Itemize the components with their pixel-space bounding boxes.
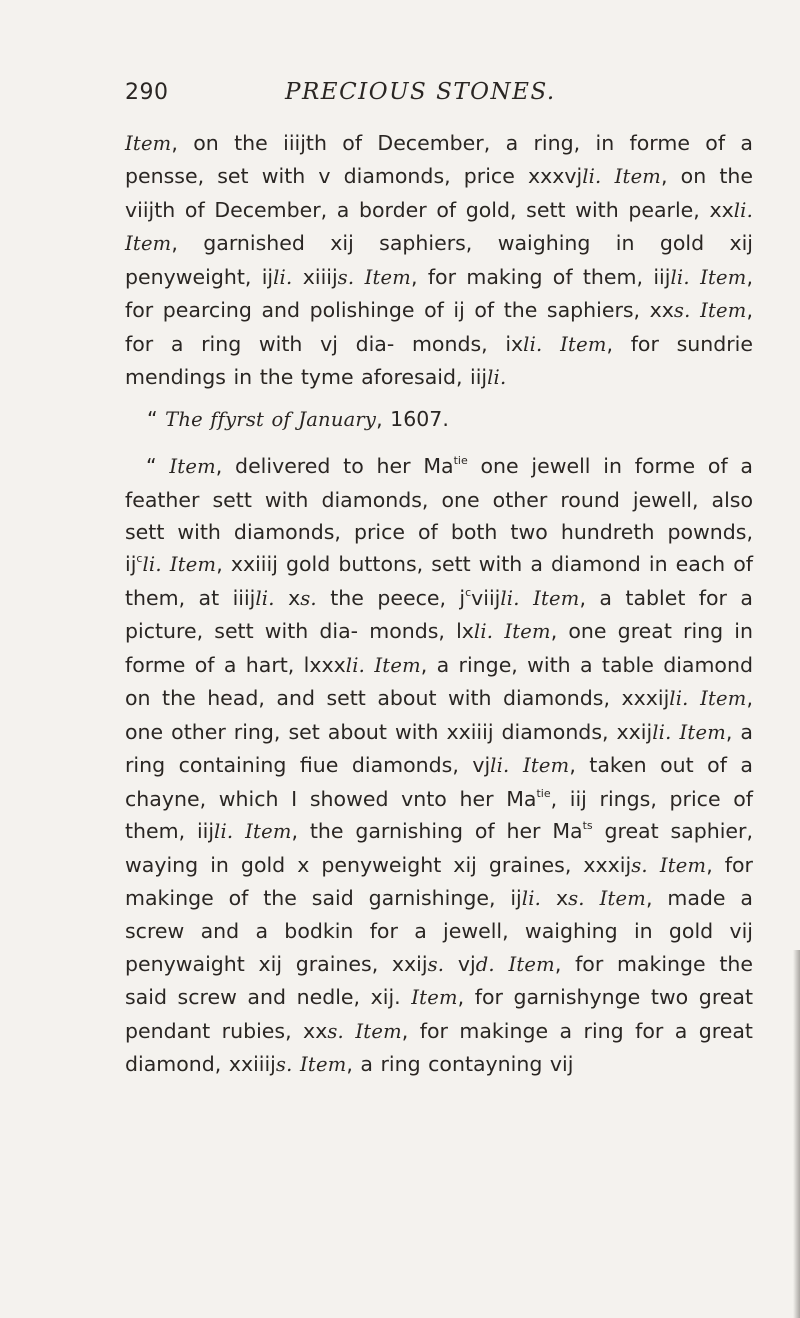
italic-text: s.	[427, 952, 445, 976]
paragraph	[125, 127, 753, 395]
italic-text: The ffyrst of January	[165, 407, 377, 431]
text-run: xiiij	[292, 264, 338, 289]
italic-text: Item	[700, 265, 747, 289]
text-run: the peece, j	[316, 585, 466, 610]
superscript: ts	[582, 819, 593, 833]
italic-text: Item	[355, 1019, 402, 1043]
italic-text: Item	[599, 886, 646, 910]
text-run	[520, 586, 533, 610]
text-run: viij	[471, 585, 501, 610]
paragraph	[125, 450, 753, 1082]
text-run: one jewell in forme of a feather sett with diamonds, one other round jewell, also sett with diamonds, price of both two hundreth pownds, ij	[125, 454, 753, 577]
italic-text: li.	[473, 620, 494, 644]
text-run: , one other ring, set about with xxiiij diamonds, xxij	[125, 686, 753, 744]
running-head	[125, 80, 752, 116]
italic-text: d.	[475, 952, 495, 976]
italic-text: s.	[568, 886, 585, 910]
italic-text: li.	[670, 265, 690, 289]
text-run: vj	[444, 951, 476, 976]
text-run: great saphier, waying in gold x penyweight xij graines, xxxij	[125, 819, 753, 877]
italic-text: li.	[669, 687, 689, 711]
text-run: x	[541, 885, 569, 910]
italic-text: Item	[300, 1053, 347, 1077]
text-run: , for makinge the said screw and nedle, xij.	[125, 951, 753, 1010]
text-run	[493, 619, 504, 643]
page-number: 290	[125, 80, 169, 105]
text-run	[648, 853, 660, 877]
italic-text: li.	[255, 586, 275, 610]
text-run: x	[274, 585, 301, 610]
text-run: , for making of them, iij	[410, 264, 671, 289]
text-run: , 1607.	[376, 406, 449, 431]
text-run	[689, 686, 701, 710]
text-run	[495, 952, 509, 976]
text-run: , a ring containing fiue diamonds, vj	[125, 719, 753, 778]
running-title: PRECIOUS STONES.	[285, 79, 556, 105]
italic-text: li.	[500, 586, 520, 610]
text-run: , a ringe, with a table diamond on the head, and sett about with diamonds, xxxij	[125, 652, 753, 711]
italic-text: Item	[659, 853, 707, 877]
page-edge-shadow	[793, 950, 800, 1318]
text-run	[601, 164, 614, 188]
italic-text: s.	[327, 1019, 344, 1043]
italic-text: Item	[364, 265, 411, 289]
text-run: , for a ring with vj dia- monds, ix	[125, 298, 753, 356]
body-text	[125, 127, 753, 1082]
italic-text: li.	[345, 653, 366, 677]
text-run	[509, 753, 522, 777]
text-run: , on the iiijth of December, a ring, in forme of a pensse, set with v diamonds, price xxxvj	[125, 131, 753, 189]
italic-text: li.	[142, 553, 162, 577]
text-run	[233, 819, 245, 843]
text-run: , a tablet for a picture, sett with dia- monds, lx	[125, 585, 753, 644]
text-run: , the garnishing of her Ma	[291, 819, 583, 844]
italic-text: Item	[374, 653, 421, 677]
italic-text: li.	[521, 886, 542, 910]
italic-text: Item	[169, 553, 217, 577]
text-run	[691, 298, 701, 322]
italic-text: li.	[273, 265, 293, 289]
italic-text: s.	[673, 299, 691, 323]
italic-text: li.	[214, 820, 234, 844]
italic-text: Item	[533, 586, 580, 610]
italic-text: Item	[679, 720, 726, 744]
italic-text: Item	[614, 165, 661, 189]
italic-text: li.	[652, 720, 672, 744]
superscript: tie	[536, 786, 551, 800]
italic-text: s.	[300, 586, 317, 610]
italic-text: Item	[125, 132, 172, 155]
italic-text: Item	[504, 620, 551, 644]
text-run	[354, 265, 364, 289]
section-heading	[125, 403, 753, 436]
text-run	[162, 552, 170, 576]
italic-text: Item	[700, 299, 747, 323]
italic-text: Item	[560, 332, 607, 356]
text-run	[292, 1052, 300, 1076]
text-run	[365, 653, 374, 677]
italic-text: Item	[522, 754, 570, 778]
text-run: , one great ring in forme of a hart, lxxx	[125, 619, 753, 677]
italic-text: s.	[275, 1053, 293, 1077]
text-run: , for pearcing and polishinge of ij of the saphiers, xx	[125, 264, 753, 323]
text-run: , garnished xij saphiers, waighing in gold xij penyweight, ij	[125, 231, 753, 289]
italic-text: s.	[337, 265, 355, 289]
italic-text: li.	[490, 754, 510, 778]
text-run: , a ring contayning vij	[346, 1052, 574, 1077]
italic-text: li.	[487, 366, 507, 390]
text-run: , for garnishynge two great pendant rubies, xx	[125, 985, 754, 1043]
italic-text: Item	[508, 952, 555, 976]
text-run: “	[147, 406, 166, 431]
text-run	[344, 1019, 355, 1043]
italic-text: Item	[125, 232, 172, 256]
superscript: tie	[453, 454, 468, 468]
text-run: , for makinge a ring for a great diamond, xxiiij	[125, 1018, 753, 1077]
text-run: “	[146, 454, 170, 479]
text-run	[585, 886, 600, 910]
text-run: , made a screw and a bodkin for a jewell, waighing in gold vij penywaight xij graines, xxij	[125, 885, 753, 976]
text-run: , for makinge of the said garnishinge, ij	[125, 852, 753, 910]
text-run: , xxiiij gold buttons, sett with a diamond in each of them, at iiij	[125, 552, 753, 610]
text-run	[671, 720, 679, 744]
text-run: , delivered to her Ma	[215, 454, 454, 479]
italic-text: li.	[582, 165, 602, 189]
italic-text: Item	[169, 455, 216, 479]
text-run: , for sundrie mendings in the tyme aforesaid, iij	[125, 331, 753, 390]
italic-text: Item	[245, 820, 292, 844]
italic-text: Item	[411, 986, 458, 1010]
text-run	[690, 265, 700, 289]
italic-text: li.	[523, 332, 543, 356]
text-run	[542, 332, 560, 356]
italic-text: s.	[631, 853, 648, 877]
italic-text: li.	[733, 198, 753, 222]
superscript: c	[136, 552, 143, 566]
text-run: , taken out of a chayne, which I showed vnto her Ma	[125, 753, 753, 811]
superscript: c	[465, 585, 472, 599]
italic-text: Item	[700, 687, 747, 711]
text-run: , on the viijth of December, a border of gold, sett with pearle, xx	[125, 164, 753, 222]
text-run: , iij rings, price of them, iij	[125, 786, 753, 844]
